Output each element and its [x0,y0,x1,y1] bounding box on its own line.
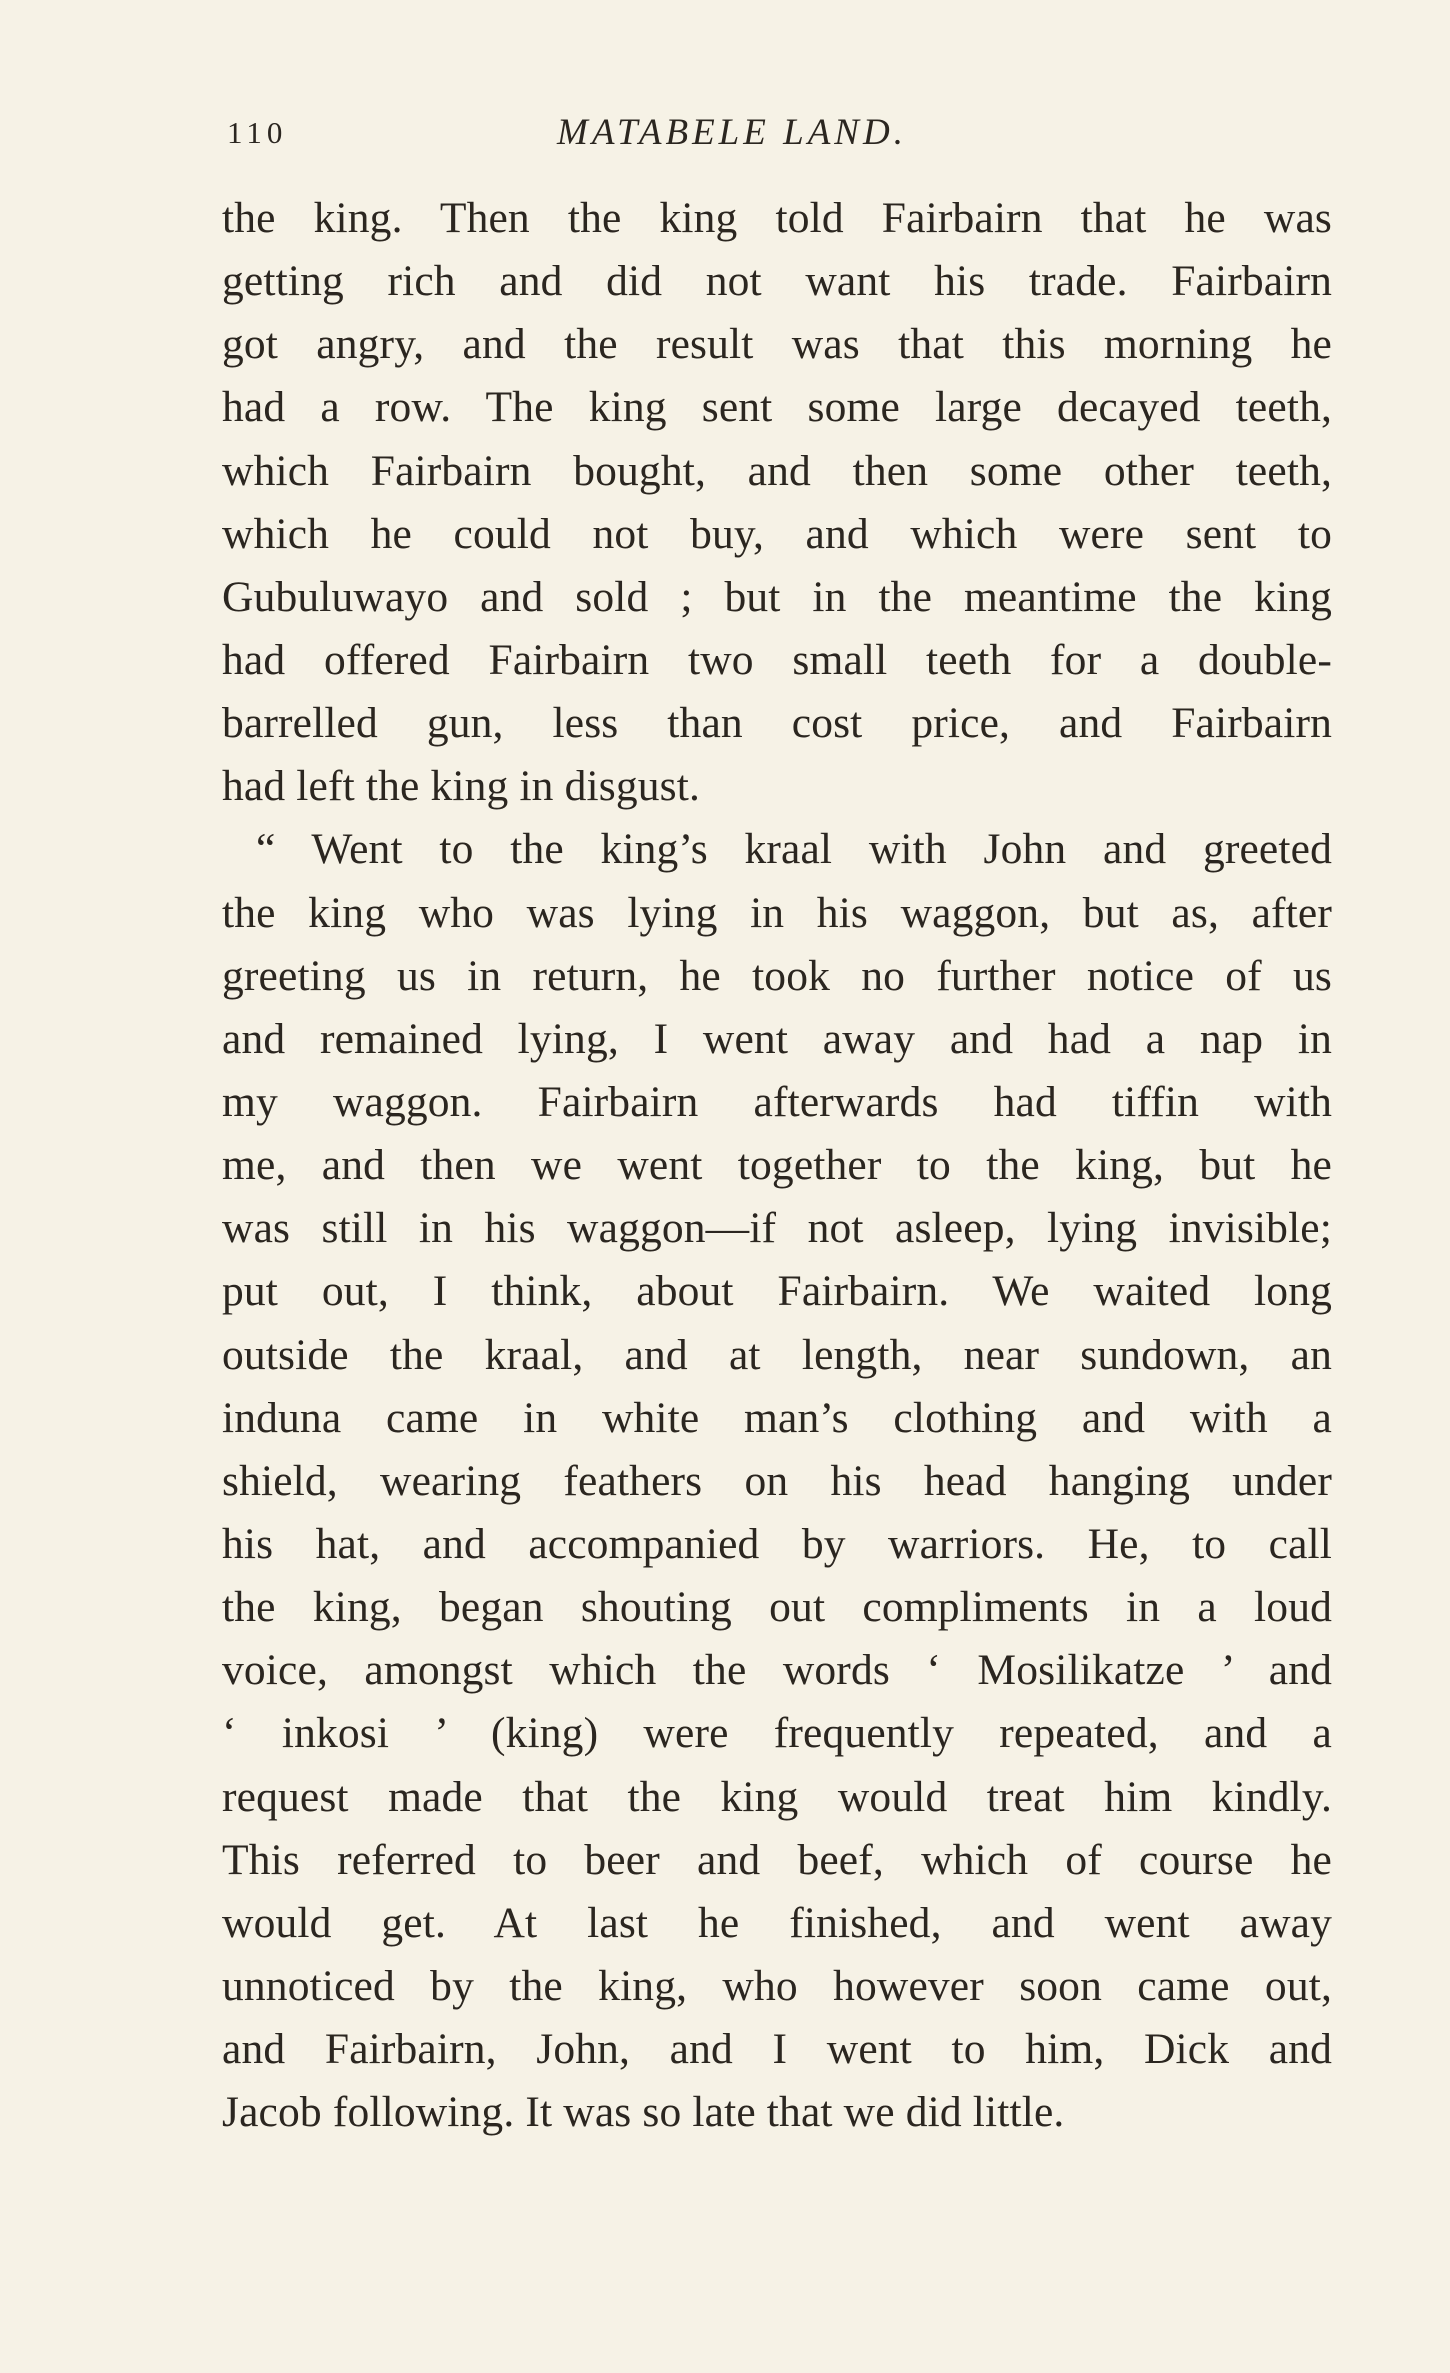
body-text [222,187,1332,2144]
text-line: Jacob following. It was so late that we did little. [222,2088,1065,2137]
text-line: had left the king in disgust. [222,762,700,811]
text-line: which Fairbairn bought, and then some other teeth, [222,446,1332,495]
text-line: the king, began shouting out compliments in a loud [222,1583,1332,1632]
text-line: voice, amongst which the words ‘ Mosilikatze ’ and [222,1646,1332,1695]
text-line: had a row. The king sent some large decayed teeth, [222,383,1332,432]
running-head [225,108,1335,158]
text-line: This referred to beer and beef, which of course he [222,1835,1332,1884]
text-line: got angry, and the result was that this morning he [222,320,1332,369]
text-line: shield, wearing feathers on his head hanging under [222,1456,1332,1505]
text-line: outside the kraal, and at length, near sundown, an [222,1330,1332,1379]
text-line: the king. Then the king told Fairbairn that he was [222,194,1332,242]
text-line: Gubuluwayo and sold ; but in the meantime the king [222,572,1332,621]
paragraph [222,818,1332,2144]
text-line: was still in his waggon—if not asleep, lying invisible; [222,1204,1332,1253]
text-line: my waggon. Fairbairn afterwards had tiffin with [222,1077,1332,1126]
text-line: greeting us in return, he took no further notice of us [222,951,1332,1000]
text-line: me, and then we went together to the king, but he [222,1141,1332,1190]
text-line: barrelled gun, less than cost price, and Fairbairn [222,699,1332,748]
page-number: 110 [227,115,288,150]
text-line: the king who was lying in his waggon, but as, after [222,888,1332,937]
text-line: and Fairbairn, John, and I went to him, Dick and [222,2025,1332,2074]
text-line: getting rich and did not want his trade. Fairbairn [222,257,1332,306]
text-line: “ Went to the king’s kraal with John and greeted [256,825,1332,874]
text-line: which he could not buy, and which were sent to [222,509,1332,558]
running-title: MATABELE LAND. [557,112,907,153]
text-line: request made that the king would treat him kindly. [222,1772,1332,1821]
paragraph [222,187,1332,818]
text-line: ‘ inkosi ’ (king) were frequently repeated, and a [222,1709,1332,1758]
text-line: and remained lying, I went away and had a nap in [222,1014,1332,1063]
text-line: would get. At last he finished, and went away [222,1898,1332,1947]
text-line: had offered Fairbairn two small teeth for a double- [222,635,1332,684]
text-line: induna came in white man’s clothing and with a [222,1393,1332,1442]
text-line: unnoticed by the king, who however soon came out, [222,1961,1332,2010]
text-line: put out, I think, about Fairbairn. We waited long [222,1267,1332,1316]
text-line: his hat, and accompanied by warriors. He, to call [222,1519,1332,1568]
